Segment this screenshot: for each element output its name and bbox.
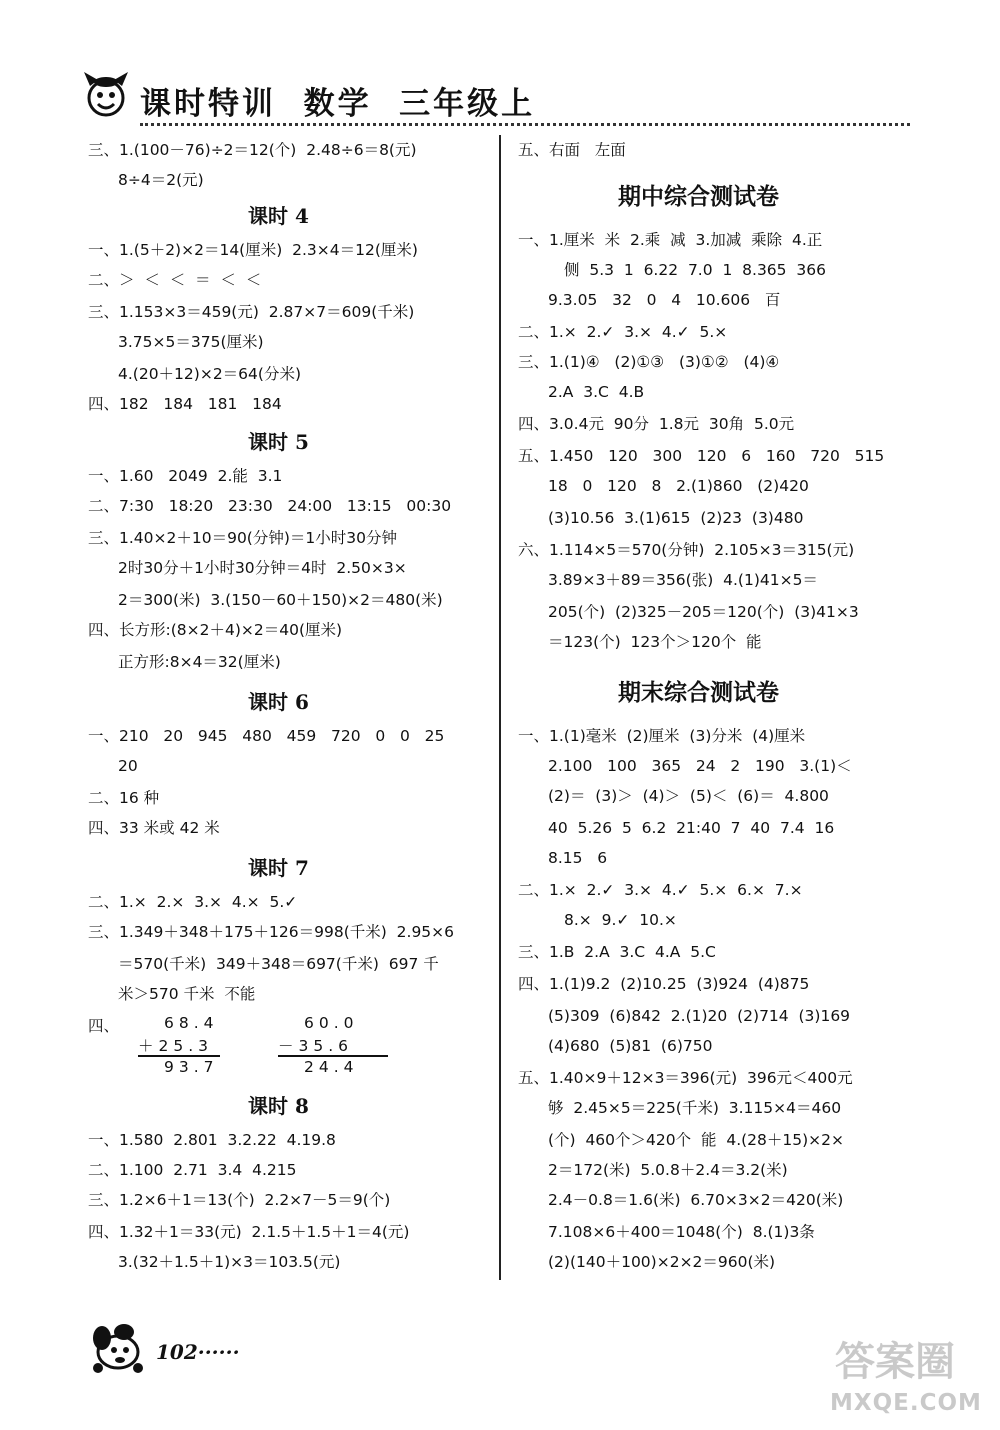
answer-line: 205(个) (2)325－205＝120(个) (3)41×3 xyxy=(548,603,859,621)
lesson-heading: 课时 7 xyxy=(248,856,309,880)
answer-line: ＝570(千米) 349＋348＝697(千米) 697 千 xyxy=(118,955,439,973)
answer-line: 四、3.0.4元 90分 1.8元 30角 5.0元 xyxy=(518,415,795,433)
answer-line: 2时30分＋1小时30分钟＝4时 2.50×3× xyxy=(118,559,407,577)
answer-line: 一、1.(1)毫米 (2)厘米 (3)分米 (4)厘米 xyxy=(518,727,806,745)
answer-line: ＝123(个) 123个＞120个 能 xyxy=(548,633,762,651)
cartoon-dog-icon xyxy=(88,1318,148,1374)
answer-line: 三、1.B 2.A 3.C 4.A 5.C xyxy=(518,943,716,961)
subtrahend: －35.6 xyxy=(278,1037,354,1055)
page-footer xyxy=(88,1318,348,1378)
addend-top: 68.4 xyxy=(164,1014,219,1032)
page-title: 课时特训 数学 三年级上 xyxy=(140,86,536,122)
answer-line: 三、1.(1)④ (2)①③ (3)①② (4)④ xyxy=(518,353,780,371)
answer-line: 2.100 100 365 24 2 190 3.(1)＜ xyxy=(548,757,852,775)
answer-line: 4.(20＋12)×2＝64(分米) xyxy=(118,365,301,383)
answer-line: 9.3.05 32 0 4 10.606 百 xyxy=(548,291,781,309)
answer-line: 二、1.× 2.✓ 3.× 4.✓ 5.× 6.× 7.× xyxy=(518,881,803,899)
answer-line: (3)10.56 3.(1)615 (2)23 (3)480 xyxy=(548,509,804,527)
answer-line: (2)(140＋100)×2×2＝960(米) xyxy=(548,1253,776,1271)
answer-line: 五、1.40×9＋12×3＝396(元) 396元＜400元 xyxy=(518,1069,853,1087)
answer-line: 2.A 3.C 4.B xyxy=(548,383,645,401)
sum-result: 93.7 xyxy=(164,1058,219,1076)
answer-line: 2＝172(米) 5.0.8＋2.4＝3.2(米) xyxy=(548,1161,788,1179)
calc-rule xyxy=(278,1055,388,1057)
watermark xyxy=(815,1330,990,1425)
answer-line: 2.4－0.8＝1.6(米) 6.70×3×2＝420(米) xyxy=(548,1191,844,1209)
answer-line: 四、182 184 181 184 xyxy=(88,395,282,413)
answer-line: 18 0 120 8 2.(1)860 (2)420 xyxy=(548,477,809,495)
answer-line: 8.15 6 xyxy=(548,849,608,867)
answer-line: 三、1.153×3＝459(元) 2.87×7＝609(千米) xyxy=(88,303,415,321)
midterm-test-heading: 期中综合测试卷 xyxy=(618,183,779,210)
answer-line: 二、16 种 xyxy=(88,789,160,807)
vertical-calc-label: 四、 xyxy=(88,1017,120,1035)
lesson-heading: 课时 6 xyxy=(248,690,309,714)
answer-line: 六、1.114×5＝570(分钟) 2.105×3＝315(元) xyxy=(518,541,855,559)
answer-line: 一、210 20 945 480 459 720 0 0 25 xyxy=(88,727,445,745)
calc-rule xyxy=(138,1055,220,1057)
answer-line: 二、7:30 18:20 23:30 24:00 13:15 00:30 xyxy=(88,497,452,515)
cartoon-mascot-icon xyxy=(80,68,132,120)
answer-line: 一、1.(5＋2)×2＝14(厘米) 2.3×4＝12(厘米) xyxy=(88,241,418,259)
answer-line: 侧 5.3 1 6.22 7.0 1 8.365 366 xyxy=(564,261,826,279)
addend-bottom: ＋25.3 xyxy=(138,1037,214,1055)
answer-line: 一、1.60 2049 2.能 3.1 xyxy=(88,467,283,485)
difference-result: 24.4 xyxy=(304,1058,359,1076)
watermark-logo: 答案圈 xyxy=(835,1339,955,1385)
answer-line: 米＞570 千米 不能 xyxy=(118,985,256,1003)
final-test-heading: 期末综合测试卷 xyxy=(618,679,779,706)
answer-line: 四、33 米或 42 米 xyxy=(88,819,220,837)
answer-line: 40 5.26 5 6.2 21:40 7 40 7.4 16 xyxy=(548,819,835,837)
answer-line: 7.108×6＋400＝1048(个) 8.(1)3条 xyxy=(548,1223,815,1241)
answer-line: 2＝300(米) 3.(150－60＋150)×2＝480(米) xyxy=(118,591,443,609)
answer-line: 三、1.349＋348＋175＋126＝998(千米) 2.95×6 xyxy=(88,923,455,941)
answer-line: 3.89×3＋89＝356(张) 4.(1)41×5＝ xyxy=(548,571,818,589)
header-dotted-rule xyxy=(140,123,910,126)
answer-line: 一、1.580 2.801 3.2.22 4.19.8 xyxy=(88,1131,336,1149)
answer-line: 五、1.450 120 300 120 6 160 720 515 xyxy=(518,447,885,465)
lesson-heading: 课时 8 xyxy=(248,1094,309,1118)
lesson-heading: 课时 5 xyxy=(248,430,309,454)
answer-line: 8.× 9.✓ 10.× xyxy=(564,911,677,929)
answer-line: 正方形:8×4＝32(厘米) xyxy=(118,653,281,671)
answer-line: 二、1.× 2.× 3.× 4.× 5.✓ xyxy=(88,893,298,911)
answer-line: (2)＝ (3)＞ (4)＞ (5)＜ (6)＝ 4.800 xyxy=(548,787,829,805)
answer-line: 20 xyxy=(118,757,138,775)
lesson-heading: 课时 4 xyxy=(248,204,309,228)
minuend: 60.0 xyxy=(304,1014,359,1032)
vertical-subtraction xyxy=(278,1014,408,1080)
page-number: 102······ xyxy=(156,1340,240,1364)
answer-line: 四、1.(1)9.2 (2)10.25 (3)924 (4)875 xyxy=(518,975,810,993)
answer-line: 一、1.厘米 米 2.乘 减 3.加减 乘除 4.正 xyxy=(518,231,823,249)
answer-line: 五、右面 左面 xyxy=(518,141,626,159)
page-header xyxy=(80,68,910,128)
answer-line: (个) 460个＞420个 能 4.(28＋15)×2× xyxy=(548,1131,844,1149)
answer-line: 8÷4＝2(元) xyxy=(118,171,204,189)
answer-line: (4)680 (5)81 (6)750 xyxy=(548,1037,713,1055)
answer-line: 3.75×5＝375(厘米) xyxy=(118,333,264,351)
answer-line: (5)309 (6)842 2.(1)20 (2)714 (3)169 xyxy=(548,1007,851,1025)
answer-line: 二、1.× 2.✓ 3.× 4.✓ 5.× xyxy=(518,323,728,341)
answer-line: 三、1.(100－76)÷2＝12(个) 2.48÷6＝8(元) xyxy=(88,141,417,159)
answer-line: 三、1.2×6＋1＝13(个) 2.2×7－5＝9(个) xyxy=(88,1191,391,1209)
answer-line: 二、1.100 2.71 3.4 4.215 xyxy=(88,1161,297,1179)
answer-line: 二、＞ ＜ ＜ ＝ ＜ ＜ xyxy=(88,271,262,289)
watermark-url: MXQE.COM xyxy=(830,1390,982,1416)
column-divider xyxy=(499,135,501,1280)
answer-line: 3.(32＋1.5＋1)×3＝103.5(元) xyxy=(118,1253,341,1271)
answer-line: 三、1.40×2＋10＝90(分钟)＝1小时30分钟 xyxy=(88,529,397,547)
answer-line: 四、1.32＋1＝33(元) 2.1.5＋1.5＋1＝4(元) xyxy=(88,1223,410,1241)
vertical-addition xyxy=(138,1014,268,1080)
answer-line: 够 2.45×5＝225(千米) 3.115×4＝460 xyxy=(548,1099,842,1117)
answer-line: 四、长方形:(8×2＋4)×2＝40(厘米) xyxy=(88,621,343,639)
